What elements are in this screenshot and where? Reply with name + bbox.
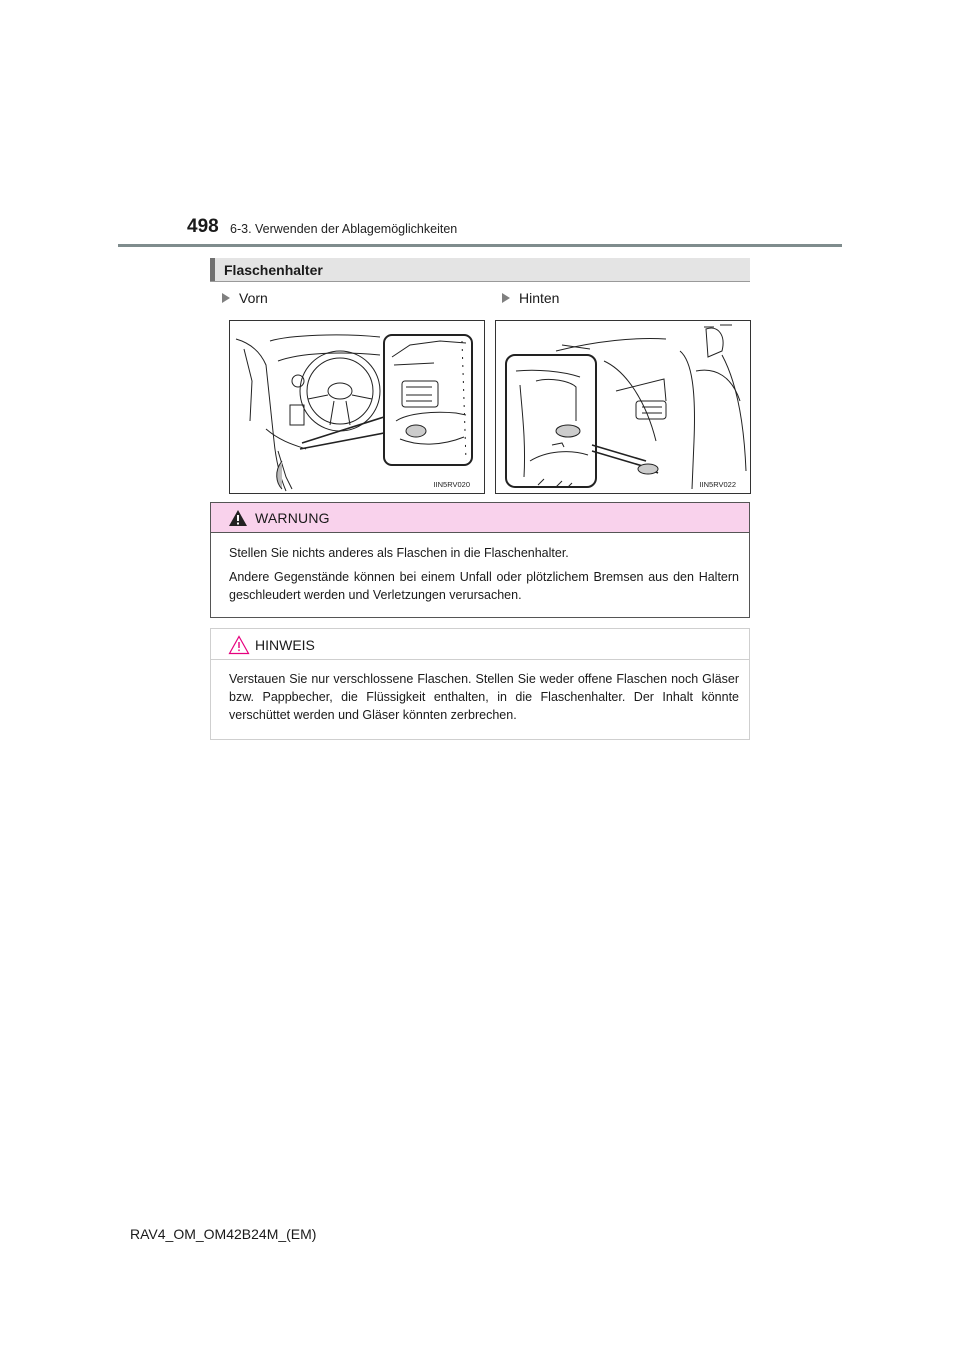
warning-box [210,502,750,618]
header-rule [118,244,842,247]
notice-header [211,629,749,660]
notice-text: Verstauen Sie nur verschlossene Flaschen. Stellen Sie weder offene Flaschen noch Gläser bzw. Pappbecher, die Flüssigkeit enthalten, in die Flaschenhalter. Der Inhalt könnte verschüttet werden und Gläser könnten zerbrechen. [229,672,739,722]
rear-door-illustration [496,321,750,493]
notice-box [210,628,750,740]
rear-figure [495,320,751,494]
caution-icon [228,635,250,655]
warning-icon [228,509,248,527]
page-number: 498 [187,216,219,237]
front-dashboard-illustration [230,321,484,493]
triangle-bullet-icon [502,293,510,303]
section-title: Flaschenhalter [224,262,323,278]
front-figure [229,320,485,494]
chapter-title: 6-3. Verwenden der Ablagemöglichkeiten [230,222,458,236]
rear-label-text: Hinten [519,290,560,306]
warning-header [211,503,749,533]
manual-code: RAV4_OM_OM42B24M_(EM) [130,1226,317,1242]
warning-title: WARNUNG [255,510,330,526]
warning-text-1: Stellen Sie nichts anderes als Flaschen in die Flaschenhalter. [229,546,569,560]
front-figure-code: IIN5RV020 [433,480,470,489]
section-accent [210,258,215,281]
front-label [222,290,268,306]
front-label-text: Vorn [239,290,268,306]
triangle-bullet-icon [222,293,230,303]
rear-label [502,290,559,306]
rear-figure-code: IIN5RV022 [699,480,736,489]
warning-text-2: Andere Gegenstände können bei einem Unfall oder plötzlichem Bremsen aus den Haltern geschleudert werden und Verletzungen verursachen. [229,570,739,602]
notice-title: HINWEIS [255,637,315,653]
section-heading [210,258,750,282]
